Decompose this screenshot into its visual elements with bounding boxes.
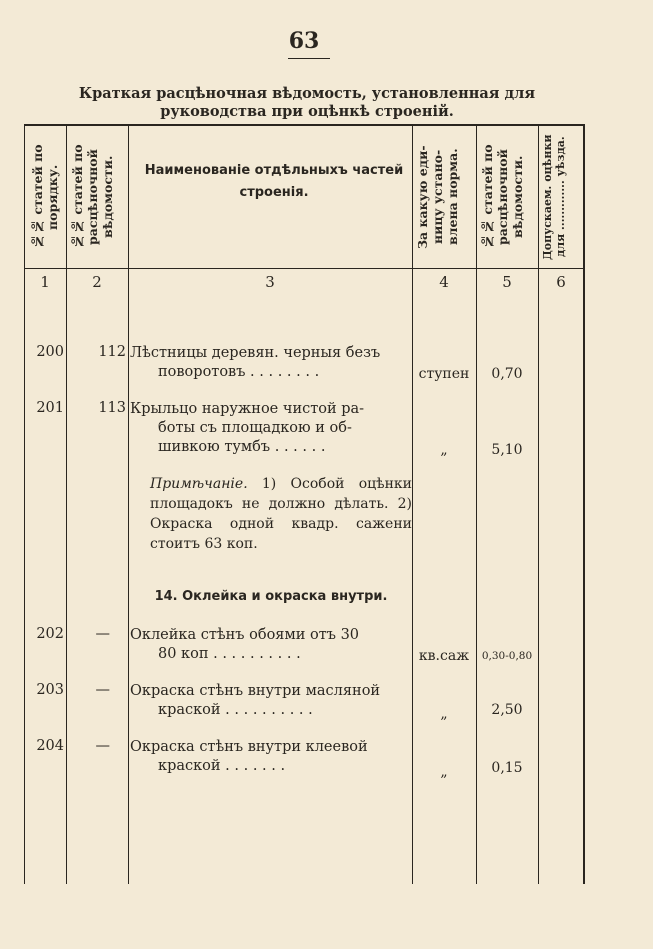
row-ref-number: — xyxy=(95,626,110,642)
row-unit: кв.саж xyxy=(418,648,470,664)
row-number: 200 xyxy=(36,344,64,360)
row-norm: 0,70 xyxy=(491,366,523,382)
row-description-line: 80 коп . . . . . . . . . . xyxy=(158,646,301,662)
row-ref-number: 113 xyxy=(98,400,126,416)
row-description-line: поворотовъ . . . . . . . . xyxy=(158,364,320,380)
col-divider-1 xyxy=(66,124,67,884)
header-col2: №№ статей по расцѣночной вѣдомости. xyxy=(70,144,115,250)
row-description-line: шивкою тумбъ . . . . . . xyxy=(158,439,326,455)
row-ref-number: 112 xyxy=(98,344,126,360)
row-description-line: боты съ площадкою и об- xyxy=(158,420,352,436)
row-unit: „ xyxy=(440,442,448,458)
table-top-rule xyxy=(24,124,584,126)
table-right-border xyxy=(583,124,585,884)
row-norm: 2,50 xyxy=(491,702,523,718)
page-number: 63 xyxy=(288,28,320,54)
col-divider-2 xyxy=(128,124,129,884)
section-title: 14. Оклейка и окраска внутри. xyxy=(154,589,388,604)
header-col6: Допускаем. оцѣнки для ............. уѣзда. xyxy=(541,134,567,260)
row-norm: 5,10 xyxy=(491,442,523,458)
row-description xyxy=(130,738,412,776)
row-description xyxy=(130,682,412,720)
row-description-line: Окраска стѣнъ внутри клеевой xyxy=(130,739,368,755)
row-unit: „ xyxy=(440,764,448,780)
row-description-line: Окраска стѣнъ внутри масляной xyxy=(130,683,381,699)
note-text: 1) Особой оцѣнки площадокъ не должно дѣлать. 2) Окраска одной квадр. сажени стоитъ 63 коп. xyxy=(150,476,412,552)
document-title: Краткая расцѣночная вѣдомость, установленная для руководства при оцѣнкѣ строеній. xyxy=(78,85,536,120)
row-description xyxy=(130,626,412,664)
row-unit: „ xyxy=(440,706,448,722)
row-description-line: краской . . . . . . . xyxy=(158,758,286,774)
column-number-2: 2 xyxy=(92,273,102,291)
header-col3: Наименованіе отдѣльныхъ частей строенія. xyxy=(144,163,404,200)
row-unit: ступен xyxy=(418,366,470,382)
row-number: 201 xyxy=(36,400,64,416)
header-col1: №№ статей по порядку. xyxy=(30,144,60,250)
table-left-border xyxy=(24,124,25,884)
column-number-4: 4 xyxy=(439,273,449,291)
row-number: 203 xyxy=(36,682,64,698)
column-number-5: 5 xyxy=(502,273,512,291)
header-col4: За какую еди- ницу устано- влена норма. xyxy=(415,145,460,249)
row-description-line: краской . . . . . . . . . . xyxy=(158,702,313,718)
header-col5: №№ статей по расцѣночной вѣдомости. xyxy=(480,144,525,250)
page-number-underline xyxy=(288,58,330,59)
row-norm: 0,15 xyxy=(491,760,523,776)
row-description-line: Оклейка стѣнъ обоями отъ 30 xyxy=(130,627,360,643)
row-number: 204 xyxy=(36,738,64,754)
row-ref-number: — xyxy=(95,682,110,698)
row-number: 202 xyxy=(36,626,64,642)
note-paragraph xyxy=(150,474,412,554)
row-ref-number: — xyxy=(95,738,110,754)
column-number-3: 3 xyxy=(265,273,275,291)
row-description-line: Лѣстницы деревян. черныя безъ xyxy=(130,345,381,361)
row-description-line: Крыльцо наружное чистой ра- xyxy=(130,401,365,417)
column-number-1: 1 xyxy=(40,273,50,291)
column-number-6: 6 xyxy=(556,273,566,291)
row-description xyxy=(130,400,412,457)
row-norm: 0,30-0,80 xyxy=(481,650,533,662)
note-label: Примѣчаніе. xyxy=(150,476,248,492)
header-bottom-rule xyxy=(24,268,584,269)
col-divider-5 xyxy=(538,124,539,884)
row-description xyxy=(130,344,412,382)
